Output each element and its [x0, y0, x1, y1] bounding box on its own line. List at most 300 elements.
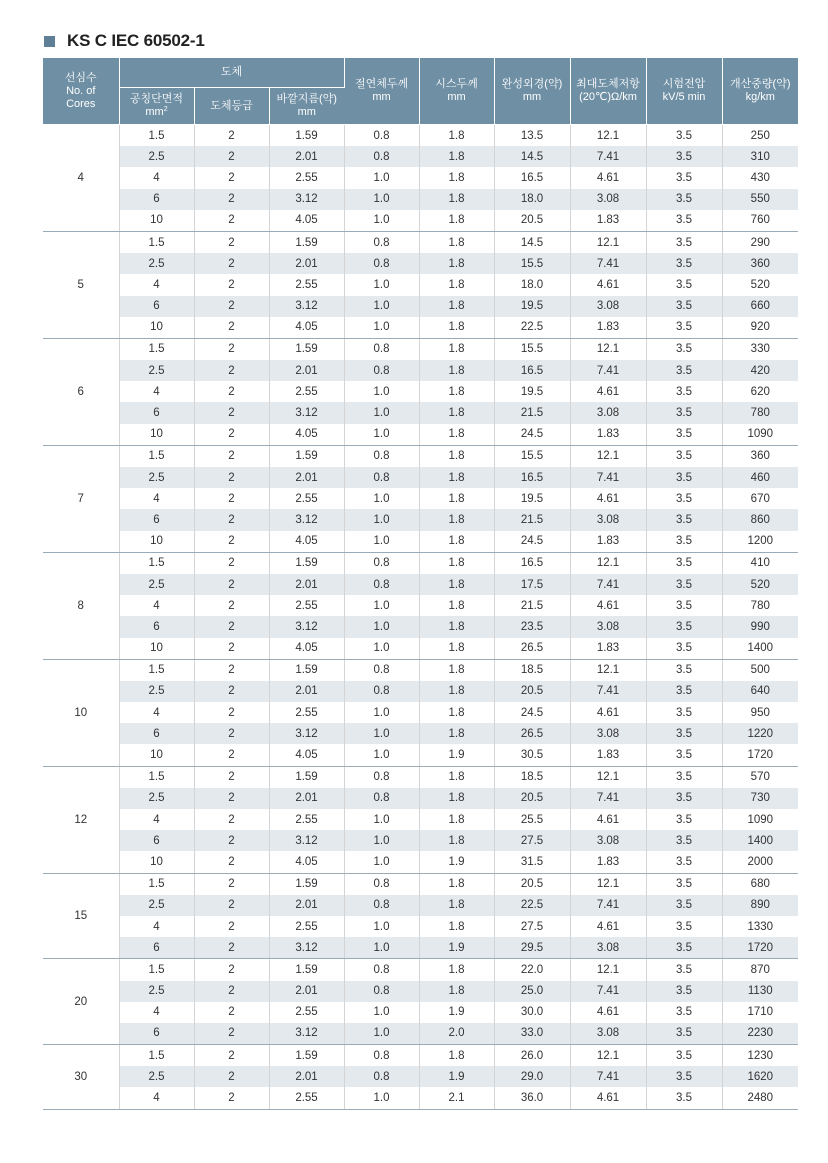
resistance-cell: 1.83 — [570, 531, 646, 553]
resistance-cell: 3.08 — [570, 830, 646, 851]
overall-diameter-cell: 30.5 — [494, 744, 570, 766]
class-cell: 2 — [194, 1066, 269, 1087]
page-title: KS C IEC 60502-1 — [67, 31, 205, 50]
resistance-cell: 4.61 — [570, 809, 646, 830]
outer-diameter-cell: 2.01 — [269, 574, 344, 595]
outer-diameter-cell: 2.01 — [269, 1066, 344, 1087]
weight-cell: 640 — [722, 681, 798, 702]
overall-diameter-cell: 18.5 — [494, 659, 570, 681]
area-cell: 1.5 — [119, 1045, 194, 1067]
class-cell: 2 — [194, 509, 269, 530]
cores-cell: 12 — [43, 766, 119, 873]
weight-cell: 780 — [722, 402, 798, 423]
table-row — [43, 1066, 798, 1087]
insulation-cell: 1.0 — [344, 1087, 419, 1109]
area-cell: 1.5 — [119, 125, 194, 147]
area-cell: 10 — [119, 851, 194, 873]
insulation-cell: 1.0 — [344, 916, 419, 937]
class-cell: 2 — [194, 381, 269, 402]
outer-diameter-cell: 2.55 — [269, 702, 344, 723]
overall-diameter-cell: 22.5 — [494, 895, 570, 916]
overall-diameter-cell: 15.5 — [494, 338, 570, 360]
weight-cell: 990 — [722, 616, 798, 637]
area-cell: 4 — [119, 488, 194, 509]
insulation-cell: 1.0 — [344, 488, 419, 509]
class-cell: 2 — [194, 638, 269, 660]
resistance-cell: 12.1 — [570, 125, 646, 147]
table-row — [43, 788, 798, 809]
header-cores: 선심수 No. of Cores — [43, 58, 119, 125]
table-row — [43, 552, 798, 574]
class-cell: 2 — [194, 809, 269, 830]
overall-diameter-cell: 20.5 — [494, 210, 570, 232]
sheath-cell: 1.8 — [419, 723, 494, 744]
class-cell: 2 — [194, 574, 269, 595]
resistance-cell: 4.61 — [570, 1087, 646, 1109]
insulation-cell: 1.0 — [344, 167, 419, 188]
resistance-cell: 4.61 — [570, 595, 646, 616]
resistance-cell: 12.1 — [570, 338, 646, 360]
resistance-cell: 3.08 — [570, 1023, 646, 1045]
insulation-cell: 1.0 — [344, 702, 419, 723]
outer-diameter-cell: 2.01 — [269, 681, 344, 702]
resistance-cell: 4.61 — [570, 488, 646, 509]
test-voltage-cell: 3.5 — [646, 274, 722, 295]
test-voltage-cell: 3.5 — [646, 830, 722, 851]
table-header — [43, 58, 798, 125]
sheath-cell: 1.8 — [419, 681, 494, 702]
test-voltage-cell: 3.5 — [646, 1045, 722, 1067]
overall-diameter-cell: 25.0 — [494, 981, 570, 1002]
weight-cell: 1090 — [747, 813, 774, 826]
overall-diameter-cell: 33.0 — [494, 1023, 570, 1045]
cores-cell: 7 — [43, 445, 119, 552]
resistance-cell: 7.41 — [570, 681, 646, 702]
table-row — [43, 766, 798, 788]
weight-cell: 860 — [722, 509, 798, 530]
test-voltage-cell: 3.5 — [646, 766, 722, 788]
sheath-cell: 1.8 — [419, 509, 494, 530]
overall-diameter-cell: 19.5 — [494, 296, 570, 317]
cores-cell: 10 — [43, 659, 119, 766]
weight-cell: 520 — [722, 574, 798, 595]
test-voltage-cell: 3.5 — [646, 189, 722, 210]
class-cell: 2 — [194, 959, 269, 981]
table-row — [43, 274, 798, 295]
table-row — [43, 574, 798, 595]
class-cell: 2 — [194, 595, 269, 616]
table-row — [43, 916, 798, 937]
header-resistance: 최대도체저항 (20℃)Ω/km — [570, 58, 646, 125]
area-cell: 2.5 — [119, 981, 194, 1002]
header-area: 공칭단면적 $mm^2$ — [119, 88, 194, 125]
sheath-cell: 1.8 — [419, 167, 494, 188]
insulation-cell: 1.0 — [344, 595, 419, 616]
table-row — [43, 360, 798, 381]
outer-diameter-cell: 4.05 — [269, 744, 344, 766]
insulation-cell: 1.0 — [344, 210, 419, 232]
area-cell: 10 — [119, 210, 194, 232]
sheath-cell: 1.8 — [419, 895, 494, 916]
class-cell: 2 — [194, 788, 269, 809]
class-cell: 2 — [194, 231, 269, 253]
test-voltage-cell: 3.5 — [646, 146, 722, 167]
table-row — [43, 338, 798, 360]
sheath-cell: 1.9 — [419, 744, 494, 766]
weight-cell: 1720 — [722, 744, 798, 766]
class-cell: 2 — [194, 851, 269, 873]
table-row — [43, 296, 798, 317]
test-voltage-cell: 3.5 — [646, 723, 722, 744]
test-voltage-cell: 3.5 — [646, 402, 722, 423]
test-voltage-cell: 3.5 — [646, 296, 722, 317]
table-row — [43, 381, 798, 402]
cores-cell: 4 — [43, 125, 119, 232]
insulation-cell: 0.8 — [344, 338, 419, 360]
class-cell: 2 — [194, 189, 269, 210]
weight-cell: 1200 — [722, 531, 798, 553]
area-cell: 4 — [119, 1087, 194, 1109]
resistance-cell: 7.41 — [570, 574, 646, 595]
header-insulation: 절연체두께 mm — [344, 58, 419, 125]
insulation-cell: 1.0 — [344, 638, 419, 660]
weight-cell: 620 — [750, 385, 770, 398]
area-cell: 1.5 — [119, 873, 194, 895]
sheath-cell: 1.8 — [419, 766, 494, 788]
resistance-cell: 4.61 — [570, 702, 646, 723]
outer-diameter-cell: 3.12 — [269, 937, 344, 959]
sheath-cell: 1.8 — [419, 981, 494, 1002]
outer-diameter-cell: 2.55 — [269, 809, 344, 830]
overall-diameter-cell: 16.5 — [494, 467, 570, 488]
outer-diameter-cell: 1.59 — [269, 125, 344, 147]
sheath-cell: 1.8 — [419, 616, 494, 637]
table-row — [43, 1023, 798, 1045]
area-cell: 6 — [119, 296, 194, 317]
test-voltage-cell: 3.5 — [646, 317, 722, 339]
area-cell: 4 — [119, 1002, 194, 1023]
test-voltage-cell: 3.5 — [646, 467, 722, 488]
class-cell: 2 — [194, 981, 269, 1002]
weight-cell: 330 — [750, 343, 770, 356]
area-cell: 2.5 — [119, 467, 194, 488]
class-cell: 2 — [194, 1023, 269, 1045]
outer-diameter-cell: 3.12 — [269, 830, 344, 851]
class-cell: 2 — [194, 1002, 269, 1023]
area-cell: 6 — [119, 830, 194, 851]
sheath-cell: 1.8 — [419, 809, 494, 830]
outer-diameter-cell: 1.59 — [269, 338, 344, 360]
header-test-voltage: 시험전압 kV/5 min — [646, 58, 722, 125]
insulation-cell: 1.0 — [344, 424, 419, 446]
test-voltage-cell: 3.5 — [646, 1066, 722, 1087]
sheath-cell: 1.8 — [419, 595, 494, 616]
class-cell: 2 — [194, 895, 269, 916]
outer-diameter-cell: 1.59 — [269, 552, 344, 574]
overall-diameter-cell: 22.0 — [494, 959, 570, 981]
insulation-cell: 0.8 — [344, 467, 419, 488]
table-row — [43, 809, 798, 830]
test-voltage-cell: 3.5 — [646, 681, 722, 702]
insulation-cell: 1.0 — [344, 189, 419, 210]
class-cell: 2 — [194, 167, 269, 188]
weight-cell: 2000 — [722, 851, 798, 873]
class-cell: 2 — [194, 744, 269, 766]
outer-diameter-cell: 4.05 — [269, 851, 344, 873]
outer-diameter-cell: 3.12 — [269, 402, 344, 423]
outer-diameter-cell: 2.01 — [269, 788, 344, 809]
class-cell: 2 — [194, 531, 269, 553]
resistance-cell: 1.83 — [570, 851, 646, 873]
test-voltage-cell: 3.5 — [646, 509, 722, 530]
insulation-cell: 1.0 — [344, 531, 419, 553]
sheath-cell: 1.9 — [419, 1002, 494, 1023]
table-row — [43, 488, 798, 509]
resistance-cell: 7.41 — [570, 146, 646, 167]
area-cell: 1.5 — [119, 231, 194, 253]
overall-diameter-cell: 15.5 — [494, 253, 570, 274]
table-row — [43, 959, 798, 981]
sheath-cell: 1.8 — [419, 338, 494, 360]
overall-diameter-cell: 21.5 — [494, 595, 570, 616]
class-cell: 2 — [194, 296, 269, 317]
weight-cell: 460 — [722, 467, 798, 488]
overall-diameter-cell: 16.5 — [494, 360, 570, 381]
cores-cell: 20 — [43, 959, 119, 1045]
sheath-cell: 1.8 — [419, 916, 494, 937]
test-voltage-cell: 3.5 — [646, 702, 722, 723]
resistance-cell: 7.41 — [570, 360, 646, 381]
sheath-cell: 1.8 — [419, 445, 494, 467]
insulation-cell: 0.8 — [344, 681, 419, 702]
resistance-cell: 1.83 — [570, 317, 646, 339]
test-voltage-cell: 3.5 — [646, 125, 722, 147]
sheath-cell: 1.8 — [419, 274, 494, 295]
resistance-cell: 1.83 — [570, 424, 646, 446]
insulation-cell: 0.8 — [344, 1045, 419, 1067]
test-voltage-cell: 3.5 — [646, 616, 722, 637]
table-row — [43, 981, 798, 1002]
sheath-cell: 1.9 — [419, 937, 494, 959]
header-overall-diameter: 완성외경(약) mm — [494, 58, 570, 125]
insulation-cell: 1.0 — [344, 830, 419, 851]
insulation-cell: 0.8 — [344, 788, 419, 809]
weight-cell: 290 — [750, 236, 770, 249]
insulation-cell: 1.0 — [344, 274, 419, 295]
resistance-cell: 4.61 — [570, 274, 646, 295]
area-cell: 10 — [119, 638, 194, 660]
outer-diameter-cell: 1.59 — [269, 445, 344, 467]
insulation-cell: 0.8 — [344, 873, 419, 895]
test-voltage-cell: 3.5 — [646, 574, 722, 595]
resistance-cell: 12.1 — [570, 659, 646, 681]
test-voltage-cell: 3.5 — [646, 638, 722, 660]
insulation-cell: 1.0 — [344, 851, 419, 873]
area-cell: 1.5 — [119, 959, 194, 981]
weight-cell: 1330 — [747, 920, 774, 933]
table-row — [43, 531, 798, 553]
cores-cell: 6 — [43, 338, 119, 445]
table-row — [43, 830, 798, 851]
outer-diameter-cell: 2.55 — [269, 381, 344, 402]
table-row — [43, 445, 798, 467]
overall-diameter-cell: 16.5 — [494, 552, 570, 574]
class-cell: 2 — [194, 937, 269, 959]
overall-diameter-cell: 26.5 — [494, 638, 570, 660]
area-cell: 6 — [119, 189, 194, 210]
class-cell: 2 — [194, 552, 269, 574]
weight-cell: 500 — [750, 664, 770, 677]
area-cell: 4 — [119, 595, 194, 616]
weight-cell: 360 — [750, 450, 770, 463]
outer-diameter-cell: 4.05 — [269, 531, 344, 553]
area-cell: 6 — [119, 616, 194, 637]
cores-cell: 5 — [43, 231, 119, 338]
class-cell: 2 — [194, 916, 269, 937]
area-cell: 2.5 — [119, 788, 194, 809]
header-outer-diameter: 바깥지름(약) mm — [269, 88, 344, 125]
insulation-cell: 0.8 — [344, 1066, 419, 1087]
sheath-cell: 1.8 — [419, 467, 494, 488]
table-row — [43, 616, 798, 637]
weight-cell: 2230 — [722, 1023, 798, 1045]
overall-diameter-cell: 26.0 — [494, 1045, 570, 1067]
sheath-cell: 1.8 — [419, 552, 494, 574]
area-cell: 4 — [119, 167, 194, 188]
outer-diameter-cell: 2.55 — [269, 274, 344, 295]
sheath-cell: 1.8 — [419, 360, 494, 381]
insulation-cell: 0.8 — [344, 253, 419, 274]
resistance-cell: 3.08 — [570, 402, 646, 423]
sheath-cell: 1.8 — [419, 702, 494, 723]
cores-cell: 30 — [43, 1045, 119, 1110]
resistance-cell: 3.08 — [570, 189, 646, 210]
overall-diameter-cell: 16.5 — [494, 167, 570, 188]
test-voltage-cell: 3.5 — [646, 809, 722, 830]
test-voltage-cell: 3.5 — [646, 552, 722, 574]
outer-diameter-cell: 1.59 — [269, 231, 344, 253]
outer-diameter-cell: 2.01 — [269, 467, 344, 488]
area-cell: 1.5 — [119, 445, 194, 467]
insulation-cell: 0.8 — [344, 360, 419, 381]
resistance-cell: 1.83 — [570, 638, 646, 660]
sheath-cell: 1.8 — [419, 125, 494, 147]
cores-cell: 15 — [43, 873, 119, 959]
table-row — [43, 937, 798, 959]
insulation-cell: 1.0 — [344, 317, 419, 339]
outer-diameter-cell: 2.55 — [269, 595, 344, 616]
table-row — [43, 424, 798, 446]
resistance-cell: 7.41 — [570, 1066, 646, 1087]
overall-diameter-cell: 13.5 — [494, 125, 570, 147]
sheath-cell: 1.8 — [419, 381, 494, 402]
sheath-cell: 1.8 — [419, 189, 494, 210]
insulation-cell: 0.8 — [344, 552, 419, 574]
weight-cell: 1230 — [747, 1049, 774, 1062]
test-voltage-cell: 3.5 — [646, 744, 722, 766]
insulation-cell: 1.0 — [344, 616, 419, 637]
outer-diameter-cell: 1.59 — [269, 1045, 344, 1067]
test-voltage-cell: 3.5 — [646, 851, 722, 873]
insulation-cell: 0.8 — [344, 146, 419, 167]
resistance-cell: 3.08 — [570, 616, 646, 637]
test-voltage-cell: 3.5 — [646, 531, 722, 553]
header-weight: 개산중량(약) kg/km — [722, 58, 798, 125]
resistance-cell: 12.1 — [570, 766, 646, 788]
weight-cell: 680 — [750, 878, 770, 891]
sheath-cell: 1.8 — [419, 1045, 494, 1067]
overall-diameter-cell: 14.5 — [494, 231, 570, 253]
overall-diameter-cell: 20.5 — [494, 681, 570, 702]
sheath-cell: 1.8 — [419, 488, 494, 509]
title-square-icon — [44, 36, 55, 47]
outer-diameter-cell: 3.12 — [269, 296, 344, 317]
area-cell: 1.5 — [119, 766, 194, 788]
test-voltage-cell: 3.5 — [646, 873, 722, 895]
area-cell: 10 — [119, 744, 194, 766]
area-cell: 2.5 — [119, 681, 194, 702]
overall-diameter-cell: 24.5 — [494, 424, 570, 446]
resistance-cell: 7.41 — [570, 253, 646, 274]
overall-diameter-cell: 29.0 — [494, 1066, 570, 1087]
sheath-cell: 1.8 — [419, 873, 494, 895]
test-voltage-cell: 3.5 — [646, 916, 722, 937]
resistance-cell: 7.41 — [570, 981, 646, 1002]
outer-diameter-cell: 3.12 — [269, 723, 344, 744]
table-row — [43, 231, 798, 253]
weight-cell: 780 — [750, 599, 770, 612]
class-cell: 2 — [194, 210, 269, 232]
overall-diameter-cell: 23.5 — [494, 616, 570, 637]
overall-diameter-cell: 20.5 — [494, 873, 570, 895]
overall-diameter-cell: 20.5 — [494, 788, 570, 809]
weight-cell: 1710 — [747, 1006, 774, 1019]
outer-diameter-cell: 4.05 — [269, 424, 344, 446]
weight-cell: 730 — [722, 788, 798, 809]
resistance-cell: 4.61 — [570, 916, 646, 937]
area-cell: 4 — [119, 381, 194, 402]
test-voltage-cell: 3.5 — [646, 788, 722, 809]
insulation-cell: 1.0 — [344, 296, 419, 317]
outer-diameter-cell: 4.05 — [269, 210, 344, 232]
sheath-cell: 1.8 — [419, 830, 494, 851]
area-cell: 6 — [119, 402, 194, 423]
overall-diameter-cell: 18.0 — [494, 274, 570, 295]
table-row — [43, 146, 798, 167]
insulation-cell: 1.0 — [344, 723, 419, 744]
overall-diameter-cell: 22.5 — [494, 317, 570, 339]
sheath-cell: 1.9 — [419, 1066, 494, 1087]
class-cell: 2 — [194, 830, 269, 851]
overall-diameter-cell: 17.5 — [494, 574, 570, 595]
resistance-cell: 3.08 — [570, 296, 646, 317]
header-sheath: 시스두께 mm — [419, 58, 494, 125]
weight-cell: 920 — [722, 317, 798, 339]
outer-diameter-cell: 2.55 — [269, 167, 344, 188]
overall-diameter-cell: 24.5 — [494, 702, 570, 723]
table-row — [43, 125, 798, 147]
weight-cell: 1400 — [722, 638, 798, 660]
sheath-cell: 1.8 — [419, 146, 494, 167]
table-row — [43, 317, 798, 339]
overall-diameter-cell: 29.5 — [494, 937, 570, 959]
class-cell: 2 — [194, 488, 269, 509]
table-row — [43, 744, 798, 766]
table-row — [43, 167, 798, 188]
area-cell: 6 — [119, 1023, 194, 1045]
class-cell: 2 — [194, 659, 269, 681]
insulation-cell: 0.8 — [344, 895, 419, 916]
